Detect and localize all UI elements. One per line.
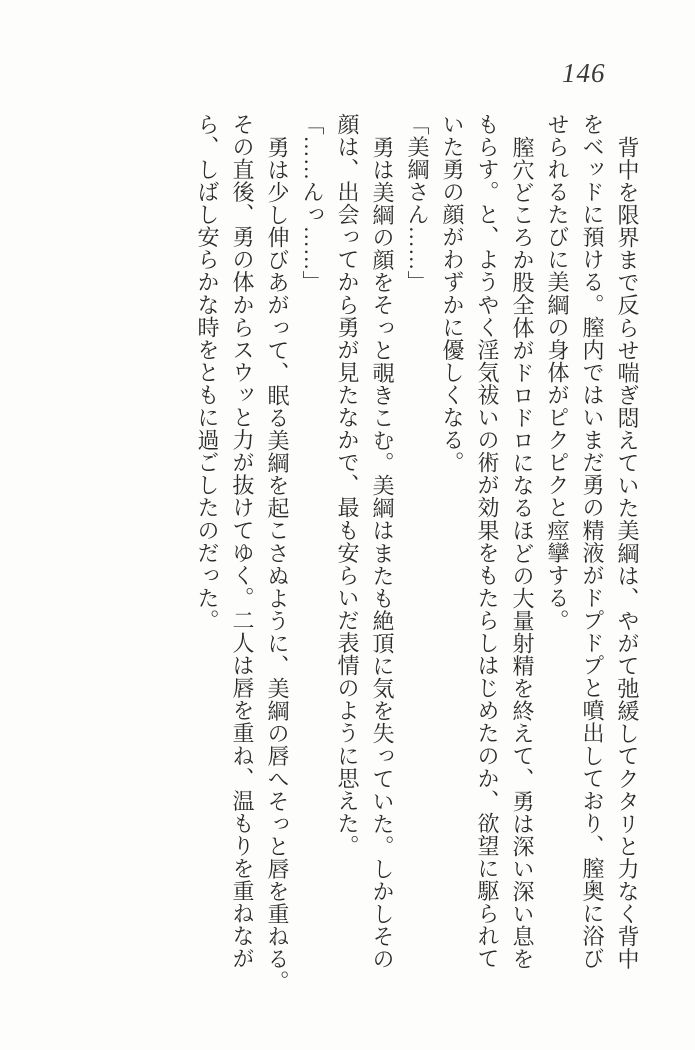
text-column: 膣穴どころか股全体がドロドロになるほどの大量射精を終えて、勇は深い深い息を <box>510 135 535 970</box>
text-column-dialogue: 「……んっ……」 <box>300 113 325 294</box>
text-column: もらす。と、ようやく淫気祓いの術が効果をもたらしはじめたのか、欲望に駆られて <box>475 113 500 970</box>
book-page-text <box>190 113 645 1023</box>
text-column: いた勇の顔がわずかに優しくなる。 <box>440 113 465 474</box>
text-column: その直後、勇の体からスウッと力が抜けてゆく。二人は唇を重ね、温もりを重ねなが <box>230 113 255 970</box>
text-column: をベッドに預ける。膣内ではいまだ勇の精液がドプドプと噴出しており、膣奥に浴び <box>580 113 605 970</box>
text-column: 勇は少し伸びあがって、眠る美綱を起こさぬように、美綱の唇へそっと唇を重ねる。 <box>265 135 290 993</box>
text-column: ら、しばし安らかな時をともに過ごしたのだった。 <box>195 113 220 632</box>
page-number: 146 <box>562 58 606 88</box>
text-column: 勇は美綱の顔をそっと覗きこむ。美綱はまたも絶頂に気を失っていた。しかしその <box>370 135 395 970</box>
text-column: 背中を限界まで反らせ喘ぎ悶えていた美綱は、やがて弛緩してクタリと力なく背中 <box>615 135 640 970</box>
text-column-dialogue: 「美綱さん……」 <box>405 113 430 294</box>
text-column: 顔は、出会ってから勇が見たなかで、最も安らいだ表情のように思えた。 <box>335 113 360 858</box>
text-column: せられるたびに美綱の身体がピクピクと痙攣する。 <box>545 113 570 632</box>
